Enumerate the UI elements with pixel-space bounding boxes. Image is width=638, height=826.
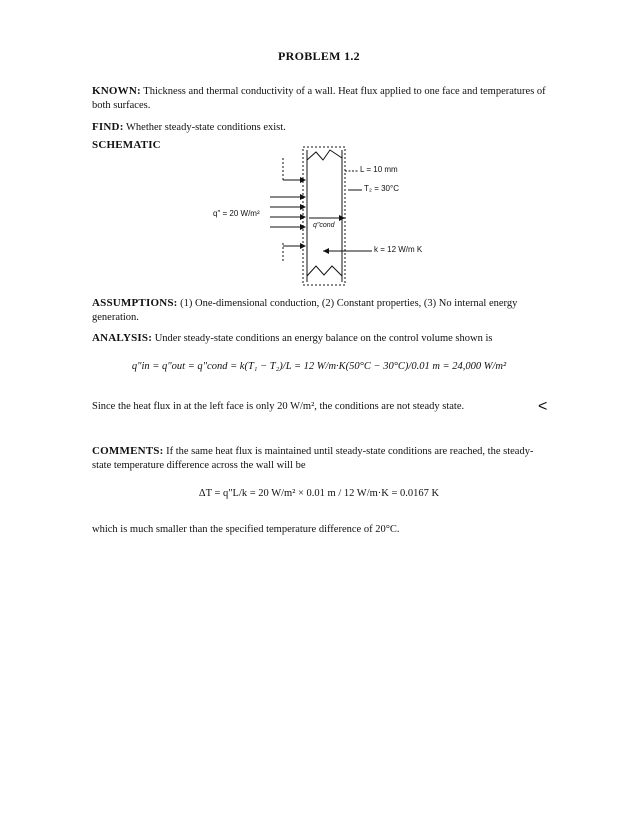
thickness-label: L = 10 mm (360, 165, 398, 174)
answer-marker: < (538, 398, 548, 415)
comments-label: COMMENTS: (92, 445, 164, 457)
control-volume-boundary (303, 147, 345, 285)
conductivity-label: k = 12 W/m K (374, 245, 423, 254)
page-title: PROBLEM 1.2 (278, 49, 360, 63)
heat-flux-label: q" = 20 W/m² (213, 209, 260, 218)
assumptions-section (92, 296, 552, 325)
conduction-flux-label: q"cond (313, 222, 335, 229)
wall-top-break (307, 150, 342, 160)
find-label: FIND: (92, 121, 124, 133)
wall-bottom-break (307, 266, 342, 276)
analysis-label: ANALYSIS: (92, 332, 153, 344)
known-label: KNOWN: (92, 85, 141, 97)
schematic-label: SCHEMATIC (92, 139, 161, 151)
find-text: Whether steady-state conditions exist. (123, 122, 286, 133)
comments-section (92, 444, 552, 473)
assumptions-text: (1) One-dimensional conduction, (2) Constant properties, (3) No internal energy generation. (92, 298, 518, 323)
assumptions-label: ASSUMPTIONS: (92, 297, 178, 309)
energy-balance-equation: q"in = q"out = q"cond = k(T₁ − T₂)/L = 12 W/m·K(50°C − 30°C)/0.01 m = 24,000 W/m² (131, 361, 507, 372)
temperature-difference-equation: ΔT = q"L/k = 20 W/m² × 0.01 m / 12 W/m·K = 0.0167 K (198, 488, 440, 499)
surface-temperature-label: T₂ = 30°C (364, 184, 399, 193)
comments-text: If the same heat flux is maintained until steady-state conditions are reached, the steady-state temperature difference across the wall will be (92, 446, 534, 471)
known-text: Thickness and thermal conductivity of a wall. Heat flux applied to one face and temperatures of both surfaces. (92, 86, 546, 111)
comments-conclusion: which is much smaller than the specified temperature difference of 20°C. (92, 524, 400, 535)
analysis-text: Under steady-state conditions an energy balance on the control volume shown is (152, 333, 493, 344)
analysis-section (92, 331, 552, 346)
analysis-conclusion: Since the heat flux in at the left face is only 20 W/m², the conditions are not steady state. (92, 401, 465, 412)
